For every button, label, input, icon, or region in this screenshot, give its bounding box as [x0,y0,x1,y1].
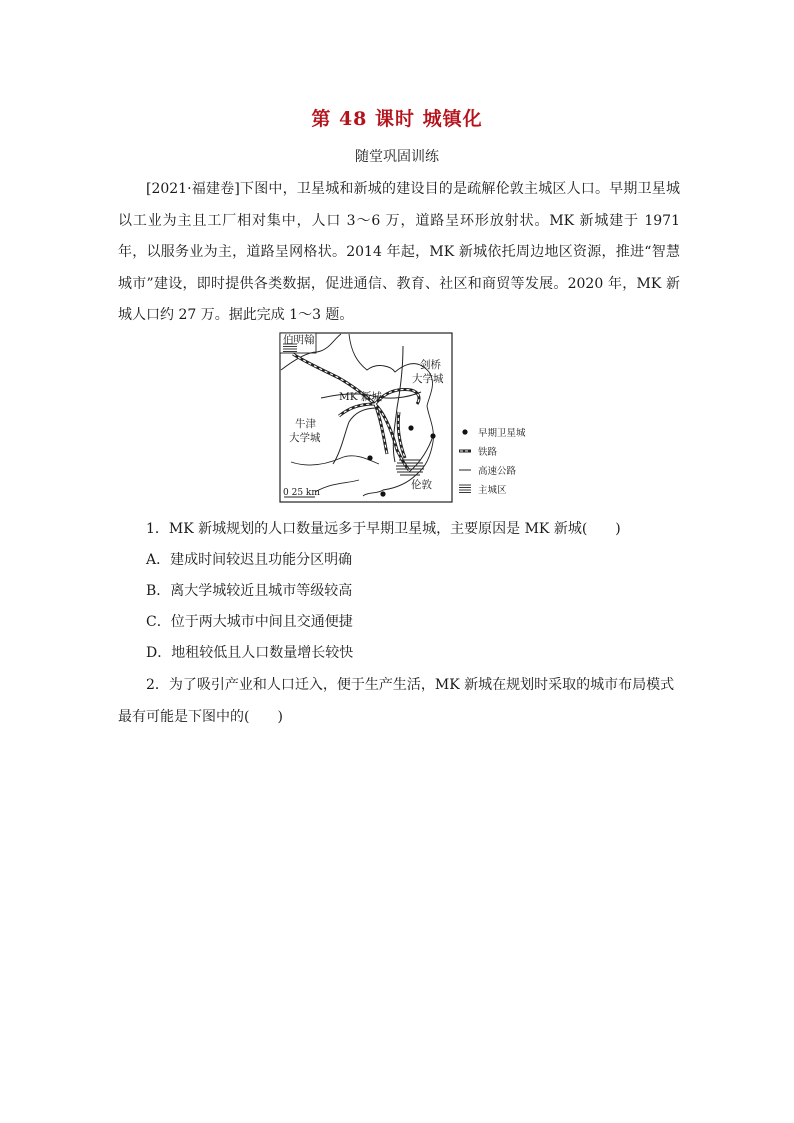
question-2-stem: 2．为了吸引产业和人口迁入，便于生产生活，MK 新城在规划时采取的城市布局模式最有可能是下图中的( ) [118,677,675,725]
map-figure [279,332,539,504]
question-1-option-d: D．地租较低且人口数量增长较快 [146,645,354,661]
legend-railway: 铁路 [478,447,498,458]
legend-dot-symbol [462,429,467,434]
map-legend [459,427,526,496]
scale-bar-label: 0 25 km [283,488,320,498]
page-title: 第 48 课时 城镇化 [311,108,483,130]
passage: [2021·福建卷]下图中，卫星城和新城的建设目的是疏解伦敦主城区人口。早期卫星城以工业为主且工厂相对集中，人口 3～6 万，道路呈环形放射状。MK 新城建于 1971 年，以服务业为主，道路呈网格状。2014 年起，MK 新城依托周边地区资源，推进“智慧城市”建设，即时提供各类数据，促进通信、教育、社区和商贸等发展。2020 年，MK 新城人口约 27 万。据此完成 1～3 题。 [118,181,680,323]
legend-highway: 高速公路 [478,466,517,477]
section-subtitle: 随堂巩固训练 [355,149,439,165]
question-1-option-a: A．建成时间较迟且功能分区明确 [146,552,353,568]
label-oxford-university-town: 大学城 [289,432,321,444]
label-london: 伦敦 [411,479,432,491]
legend-urban-symbol [459,485,471,493]
question-1-option-c: C．位于两大城市中间且交通便捷 [146,614,353,630]
legend-satellite-town: 早期卫星城 [478,428,526,439]
railway-lines [293,354,419,470]
label-mk-new-town: MK 新城 [339,391,382,403]
label-cambridge-university-town: 大学城 [412,373,444,385]
label-birmingham: 伯明翰 [283,334,315,346]
london-urban-area [396,460,424,475]
question-1-stem: 1．MK 新城规划的人口数量远多于早期卫星城，主要原因是 MK 新城( ) [146,521,621,537]
legend-urban-area: 主城区 [478,485,507,496]
label-oxford: 牛津 [295,418,316,430]
question-1-option-b: B．离大学城较近且城市等级较高 [146,583,353,599]
label-cambridge: 剑桥 [420,359,441,371]
